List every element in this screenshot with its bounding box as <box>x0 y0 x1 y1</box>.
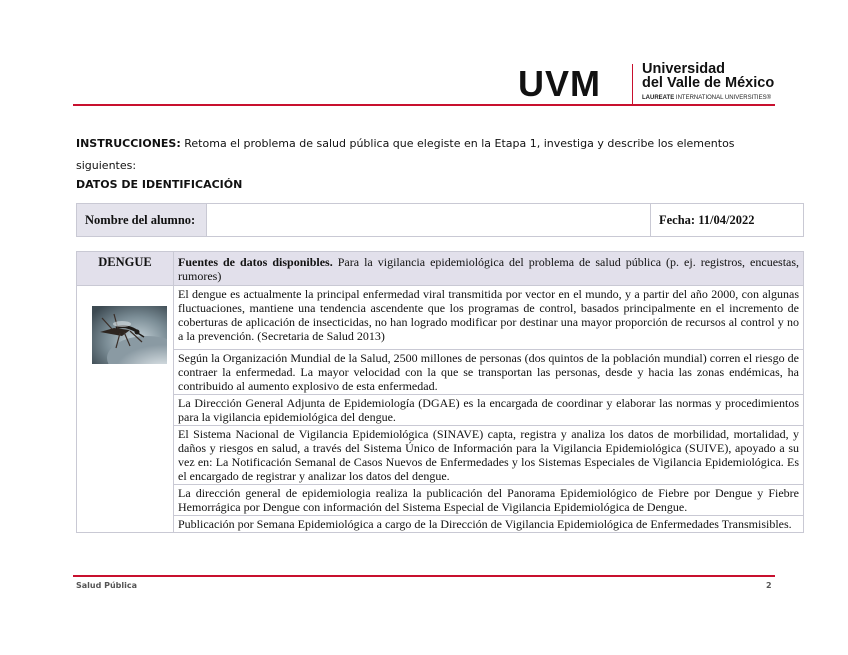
dengue-table <box>76 251 804 533</box>
logo-tag-rest: INTERNATIONAL UNIVERSITIES® <box>675 95 772 101</box>
student-name-label: Nombre del alumno: <box>77 204 207 236</box>
page-number: 2 <box>766 581 772 590</box>
logo-separator <box>632 64 633 104</box>
table-row: El Sistema Nacional de Vigilancia Epidemiológica (SINAVE) capta, registra y analiza los datos de morbilidad, mortalidad, y daños y riesgos en salud, a través del Sistema Único de Información para la Vigilancia Epidemiológica (SUIVE), apoyado a su vez en: La Notificación Semanal de Casos Nuevos de Enfermedades y los Sistemas Especiales de Vigilancia Epidemiológica. Es el encargado de registrar y analizar los datos del dengue. <box>174 426 803 485</box>
footer-rule <box>73 575 775 577</box>
logo-uvm-text: UVM <box>518 63 601 104</box>
table-row: La dirección general de epidemiologia realiza la publicación del Panorama Epidemiológico de Fiebre por Dengue y Fiebre Hemorrágica por Dengue con información del Sistema Especial de Vigilancia Epidemiológica de Dengue. <box>174 485 803 516</box>
uvm-logo <box>518 62 780 106</box>
instructions-text: Retoma el problema de salud pública que elegiste en la Etapa 1, investiga y describe los elementos siguientes: <box>76 137 735 172</box>
table-header-text <box>174 252 803 285</box>
topic-label: DENGUE <box>77 252 174 285</box>
date-label: Fecha: 11/04/2022 <box>651 204 803 236</box>
section-title: DATOS DE IDENTIFICACIÓN <box>76 178 243 191</box>
logo-line-2: del Valle de México <box>642 75 775 91</box>
header-description: Para la vigilancia epidemiológica del problema de salud pública (p. ej. registros, encuestas, rumores) <box>178 255 800 283</box>
table-row: Según la Organización Mundial de la Salud, 2500 millones de personas (dos quintos de la población mundial) corren el riesgo de contraer la enfermedad. La mayor velocidad con la que se transportan las personas, desde y hacia las zonas endémicas, ha contribuido al aumento explosivo de esta enfermedad. <box>174 350 803 395</box>
identification-table <box>76 203 804 237</box>
logo-tag-bold: LAUREATE <box>642 95 675 101</box>
data-sources-column <box>174 286 803 532</box>
student-name-field[interactable] <box>207 204 651 236</box>
table-header-row <box>77 252 803 286</box>
table-row: Publicación por Semana Epidemiológica a cargo de la Dirección de Vigilancia Epidemiológica de Enfermedades Transmisibles. <box>178 517 792 531</box>
header-rule <box>73 104 775 106</box>
image-column <box>77 286 174 532</box>
instructions-label: INSTRUCCIONES: <box>76 137 181 150</box>
logo-line-1: Universidad <box>642 61 725 77</box>
table-body <box>77 286 803 532</box>
mosquito-photo-icon <box>92 306 167 364</box>
logo-tagline <box>642 94 771 102</box>
instructions <box>76 133 786 177</box>
footer-course: Salud Pública <box>76 581 138 590</box>
table-row: El dengue es actualmente la principal enfermedad viral transmitida por vector en el mundo, y a partir del año 2000, con algunas fluctuaciones, mantiene una tendencia ascendente que los programas de control, basados principalmente en el incremento de coberturas de aplicación de insecticidas, no han logrado modificar por destinar una mayor proporción de recursos al control y no a la prevención. (Secretaria de Salud 2013) <box>174 286 803 350</box>
header-bold: Fuentes de datos disponibles. <box>178 255 333 269</box>
table-row: La Dirección General Adjunta de Epidemiología (DGAE) es la encargada de coordinar y elaborar las normas y procedimientos para la vigilancia epidemiológica del dengue. <box>174 395 803 426</box>
